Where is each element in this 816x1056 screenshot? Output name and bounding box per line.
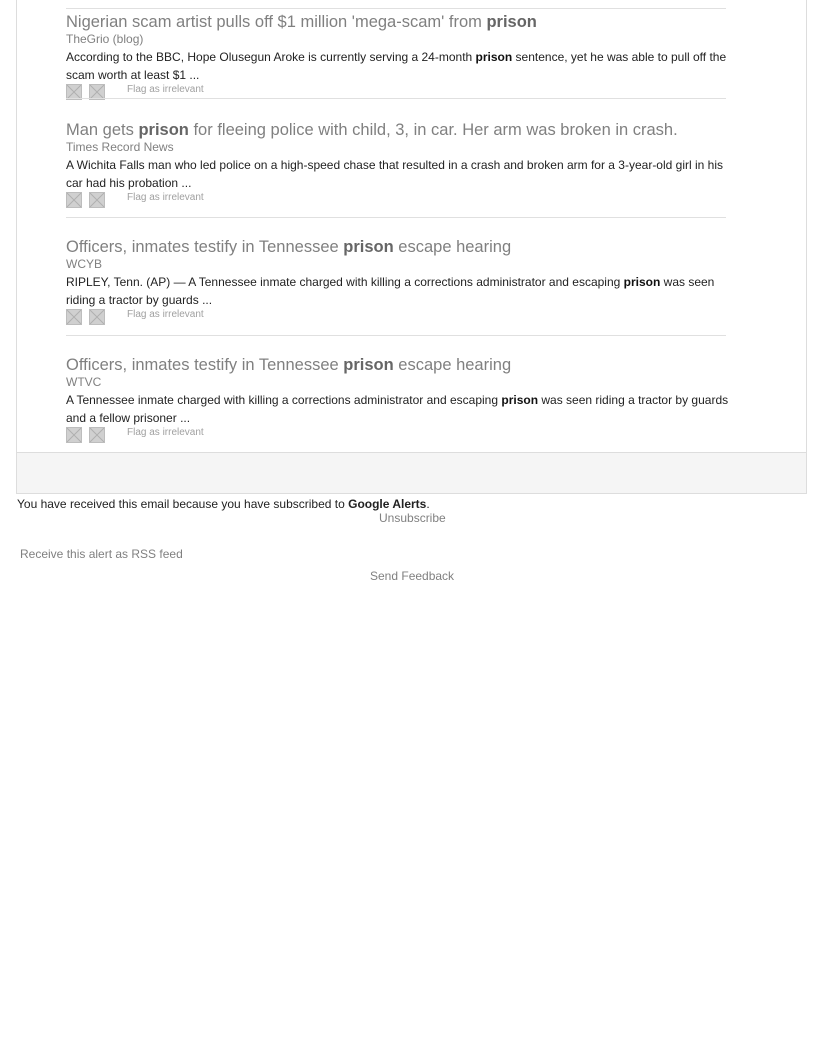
rss-feed-link[interactable]: Receive this alert as RSS feed — [20, 547, 183, 561]
divider — [66, 335, 726, 336]
flag-as-irrelevant-link[interactable]: Flag as irrelevant — [127, 309, 204, 320]
article-snippet: RIPLEY, Tenn. (AP) — A Tennessee inmate charged with killing a corrections administrator and escaping prison was seen riding a tractor by guards ... — [66, 275, 715, 307]
divider — [66, 98, 726, 99]
divider — [66, 217, 726, 218]
article-actions — [66, 309, 726, 327]
flag-as-irrelevant-link[interactable]: Flag as irrelevant — [127, 192, 204, 203]
share-broken-image-icon[interactable] — [66, 192, 82, 208]
article-snippet: A Tennessee inmate charged with killing a corrections administrator and escaping prison was seen riding a tractor by guards and a fellow prisoner ... — [66, 393, 729, 425]
flag-as-irrelevant-link[interactable]: Flag as irrelevant — [127, 427, 204, 438]
news-item — [66, 355, 729, 445]
article-title-link[interactable]: Officers, inmates testify in Tennessee prison escape hearing — [66, 356, 512, 374]
news-item — [66, 120, 726, 210]
article-source: WTVC — [66, 375, 102, 389]
news-item — [66, 12, 726, 102]
unsubscribe-link[interactable]: Unsubscribe — [379, 511, 446, 525]
news-item — [66, 237, 726, 327]
article-source: WCYB — [66, 257, 102, 271]
article-source: Times Record News — [66, 140, 174, 154]
share-broken-image-icon[interactable] — [89, 192, 105, 208]
send-feedback-link[interactable]: Send Feedback — [370, 569, 455, 583]
article-snippet: A Wichita Falls man who led police on a high-speed chase that resulted in a crash and broken arm for a 3-year-old girl in his car had his probation ... — [66, 158, 724, 190]
article-source: TheGrio (blog) — [66, 32, 144, 46]
article-actions — [66, 192, 726, 210]
article-title-link[interactable]: Officers, inmates testify in Tennessee prison escape hearing — [66, 238, 512, 256]
share-broken-image-icon[interactable] — [66, 427, 82, 443]
share-broken-image-icon[interactable] — [66, 309, 82, 325]
alert-box-footer — [17, 452, 806, 493]
share-broken-image-icon[interactable] — [89, 309, 105, 325]
article-title-link[interactable]: Man gets prison for fleeing police with child, 3, in car. Her arm was broken in crash. — [66, 121, 678, 139]
article-title-link[interactable]: Nigerian scam artist pulls off $1 million 'mega-scam' from prison — [66, 13, 537, 31]
subscription-notice: You have received this email because you have subscribed to Google Alerts. — [17, 497, 430, 511]
share-broken-image-icon[interactable] — [89, 427, 105, 443]
flag-as-irrelevant-link[interactable]: Flag as irrelevant — [127, 84, 204, 95]
divider — [66, 8, 726, 9]
article-actions — [66, 84, 726, 102]
article-actions — [66, 427, 726, 445]
article-snippet: According to the BBC, Hope Olusegun Aroke is currently serving a 24-month prison sentence, yet he was able to pull off the scam worth at least $1 ... — [66, 50, 727, 82]
